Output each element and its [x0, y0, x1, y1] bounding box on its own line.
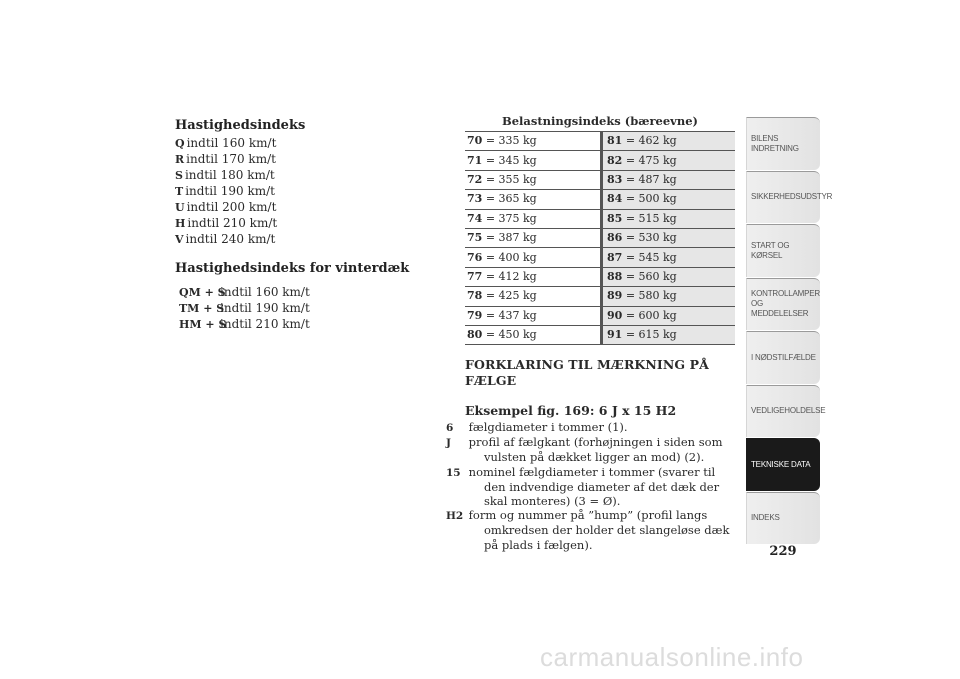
load-index-row — [465, 228, 735, 247]
winter-index-item — [179, 300, 435, 316]
load-index-row — [465, 170, 735, 189]
tab-label: SIKKERHEDSUDSTYR — [751, 192, 833, 202]
load-value: = 545 kg — [625, 250, 677, 264]
speed-index-section — [175, 117, 435, 332]
load-cell-right — [602, 209, 736, 228]
winter-code: TM + S — [179, 302, 225, 315]
speed-text: indtil 180 km/t — [184, 168, 275, 182]
load-cell-right — [602, 170, 736, 189]
load-code: 83 — [607, 172, 623, 186]
winter-index-title: Hastighedsindeks for vinterdæk — [175, 261, 410, 276]
speed-code: T — [175, 185, 184, 198]
load-cell-right — [602, 228, 736, 247]
tab-kontrollamper[interactable] — [746, 278, 820, 331]
tab-label: VEDLIGEHOLDELSE — [751, 406, 826, 416]
rim-example: Eksempel fig. 169: 6 J x 15 H2 — [465, 403, 677, 418]
rim-definition: 15 nominel fælgdiameter i tommer (svarer til den indvendige diameter af det dæk der skal monteres) (3 = Ø). — [446, 464, 720, 509]
load-value: = 450 kg — [485, 328, 537, 342]
load-code: 78 — [467, 289, 483, 303]
load-value: = 600 kg — [625, 308, 677, 322]
load-index-row — [465, 287, 735, 306]
speed-code: H — [175, 217, 186, 230]
watermark: carmanualsonline.info — [540, 642, 804, 672]
load-value: = 365 kg — [485, 192, 537, 206]
load-value: = 500 kg — [625, 192, 677, 206]
speed-code: Q — [175, 137, 185, 150]
speed-index-item — [175, 199, 435, 215]
speed-index-item — [175, 215, 435, 231]
speed-code: V — [175, 233, 184, 246]
load-code: 80 — [467, 328, 483, 342]
load-code: 85 — [607, 211, 623, 225]
load-value: = 580 kg — [625, 289, 677, 303]
load-cell-right — [602, 151, 736, 170]
load-index-row — [465, 132, 735, 151]
chapter-tabs — [746, 117, 833, 545]
load-code: 79 — [467, 308, 483, 322]
load-code: 70 — [467, 134, 483, 148]
load-code: 81 — [607, 134, 623, 148]
winter-index-item — [179, 316, 435, 332]
load-code: 89 — [607, 289, 623, 303]
speed-text: indtil 240 km/t — [185, 232, 276, 246]
tab-i-nodstilfaelde[interactable] — [746, 331, 820, 384]
load-cell-left — [465, 306, 602, 325]
load-value: = 425 kg — [485, 289, 537, 303]
winter-code: QM + S — [179, 286, 226, 299]
load-index-row — [465, 151, 735, 170]
speed-index-item — [175, 135, 435, 151]
tab-label: START OG KØRSEL — [751, 240, 790, 260]
load-value: = 530 kg — [625, 231, 677, 245]
load-cell-left — [465, 267, 602, 286]
load-index-body — [465, 132, 735, 345]
rim-def-text: form og nummer på ”hump” (profil langs omkredsen der holder det slangeløse dæk på plads i fælgen). — [468, 508, 730, 552]
load-code: 74 — [467, 211, 483, 225]
winter-index-item — [179, 284, 435, 300]
winter-text: indtil 160 km/t — [220, 285, 310, 299]
load-value: = 345 kg — [485, 153, 537, 167]
load-code: 75 — [467, 231, 483, 245]
load-value: = 560 kg — [625, 269, 677, 283]
speed-text: indtil 160 km/t — [186, 136, 277, 150]
load-value: = 400 kg — [485, 250, 537, 264]
rim-def-text: fælgdiameter i tommer (1). — [468, 420, 628, 434]
tab-label: I NØDSTILFÆLDE — [751, 352, 816, 362]
load-value: = 387 kg — [485, 231, 537, 245]
speed-index-item — [175, 167, 435, 183]
load-cell-left — [465, 287, 602, 306]
winter-text: indtil 210 km/t — [220, 317, 310, 331]
load-cell-right — [602, 306, 736, 325]
winter-code: HM + S — [179, 318, 227, 331]
rim-def-text: profil af fælgkant (forhøjningen i siden som vulsten på dækket ligger an mod) (2). — [468, 435, 723, 465]
speed-index-title: Hastighedsindeks — [175, 118, 306, 133]
winter-index-list — [179, 284, 435, 332]
load-code: 91 — [607, 328, 623, 342]
load-cell-right — [602, 267, 736, 286]
load-cell-left — [465, 132, 602, 151]
load-code: 77 — [467, 269, 483, 283]
load-index-row — [465, 306, 735, 325]
load-index-row — [465, 209, 735, 228]
load-code: 87 — [607, 250, 623, 264]
speed-text: indtil 190 km/t — [185, 184, 275, 198]
load-code: 82 — [607, 153, 623, 167]
rim-heading: FORKLARING TIL MÆRKNING PÅ FÆLGE — [465, 357, 709, 388]
load-value: = 437 kg — [485, 308, 537, 322]
load-code: 86 — [607, 231, 623, 245]
speed-code: S — [175, 169, 183, 182]
load-cell-right — [602, 132, 736, 151]
load-cell-right — [602, 325, 736, 344]
load-index-row — [465, 267, 735, 286]
load-value: = 412 kg — [485, 269, 537, 283]
tab-bilens-indretning[interactable] — [746, 117, 820, 170]
load-code: 71 — [467, 153, 483, 167]
load-code: 84 — [607, 192, 623, 206]
tab-label: INDEKS — [751, 513, 780, 523]
rim-definition: H2 form og nummer på ”hump” (profil langs omkredsen der holder det slangeløse dæk på plads i fælgen). — [446, 508, 730, 552]
load-cell-right — [602, 287, 736, 306]
load-code: 76 — [467, 250, 483, 264]
tab-label: TEKNISKE DATA — [751, 459, 811, 469]
speed-text: indtil 210 km/t — [187, 216, 278, 230]
load-index-row — [465, 190, 735, 209]
speed-index-item — [175, 183, 435, 199]
load-code: 88 — [607, 269, 623, 283]
load-value: = 462 kg — [625, 134, 677, 148]
rim-marking-section — [446, 357, 740, 552]
load-value: = 475 kg — [625, 153, 677, 167]
speed-text: indtil 170 km/t — [186, 152, 276, 166]
load-index-table — [465, 131, 735, 345]
speed-index-item — [175, 231, 435, 247]
load-value: = 375 kg — [485, 211, 537, 225]
tab-vedligeholdelse[interactable] — [746, 385, 826, 438]
rim-definition: J profil af fælgkant (forhøjningen i siden som vulsten på dækket ligger an mod) (2). — [446, 435, 723, 465]
load-index-row — [465, 325, 735, 344]
speed-index-list — [175, 135, 435, 247]
page-number: 229 — [769, 544, 797, 559]
load-cell-right — [602, 190, 736, 209]
load-cell-left — [465, 151, 602, 170]
tab-indeks[interactable] — [746, 492, 820, 545]
load-value: = 615 kg — [625, 328, 677, 342]
load-value: = 355 kg — [485, 172, 537, 186]
winter-text: indtil 190 km/t — [220, 301, 310, 315]
load-index-row — [465, 248, 735, 267]
load-value: = 515 kg — [625, 211, 677, 225]
load-index-title: Belastningsindeks (bæreevne) — [502, 114, 698, 128]
speed-index-item — [175, 151, 435, 167]
load-code: 72 — [467, 172, 483, 186]
load-cell-left — [465, 325, 602, 344]
load-cell-left — [465, 248, 602, 267]
speed-code: R — [175, 153, 185, 166]
load-value: = 335 kg — [485, 134, 537, 148]
load-cell-left — [465, 228, 602, 247]
speed-text: indtil 200 km/t — [186, 200, 277, 214]
tab-label: KONTROLLAMPER OG MEDDELELSER — [751, 289, 820, 319]
load-cell-left — [465, 190, 602, 209]
tab-tekniske-data[interactable] — [746, 438, 820, 491]
rim-def-text: nominel fælgdiameter i tommer (svarer til den indvendige diameter af det dæk der skal monteres) (3 = Ø). — [468, 464, 720, 509]
load-cell-left — [465, 209, 602, 228]
rim-definition: 6 fælgdiameter i tommer (1). — [446, 420, 628, 434]
load-code: 90 — [607, 308, 623, 322]
tab-sikkerhedsudstyr[interactable] — [746, 171, 833, 224]
load-cell-left — [465, 170, 602, 189]
load-value: = 487 kg — [625, 172, 677, 186]
speed-code: U — [175, 201, 185, 214]
load-code: 73 — [467, 192, 483, 206]
load-cell-right — [602, 248, 736, 267]
tab-label: BILENS INDRETNING — [751, 133, 799, 153]
tab-start-og-korsel[interactable] — [746, 224, 820, 277]
load-index-section — [465, 114, 735, 345]
